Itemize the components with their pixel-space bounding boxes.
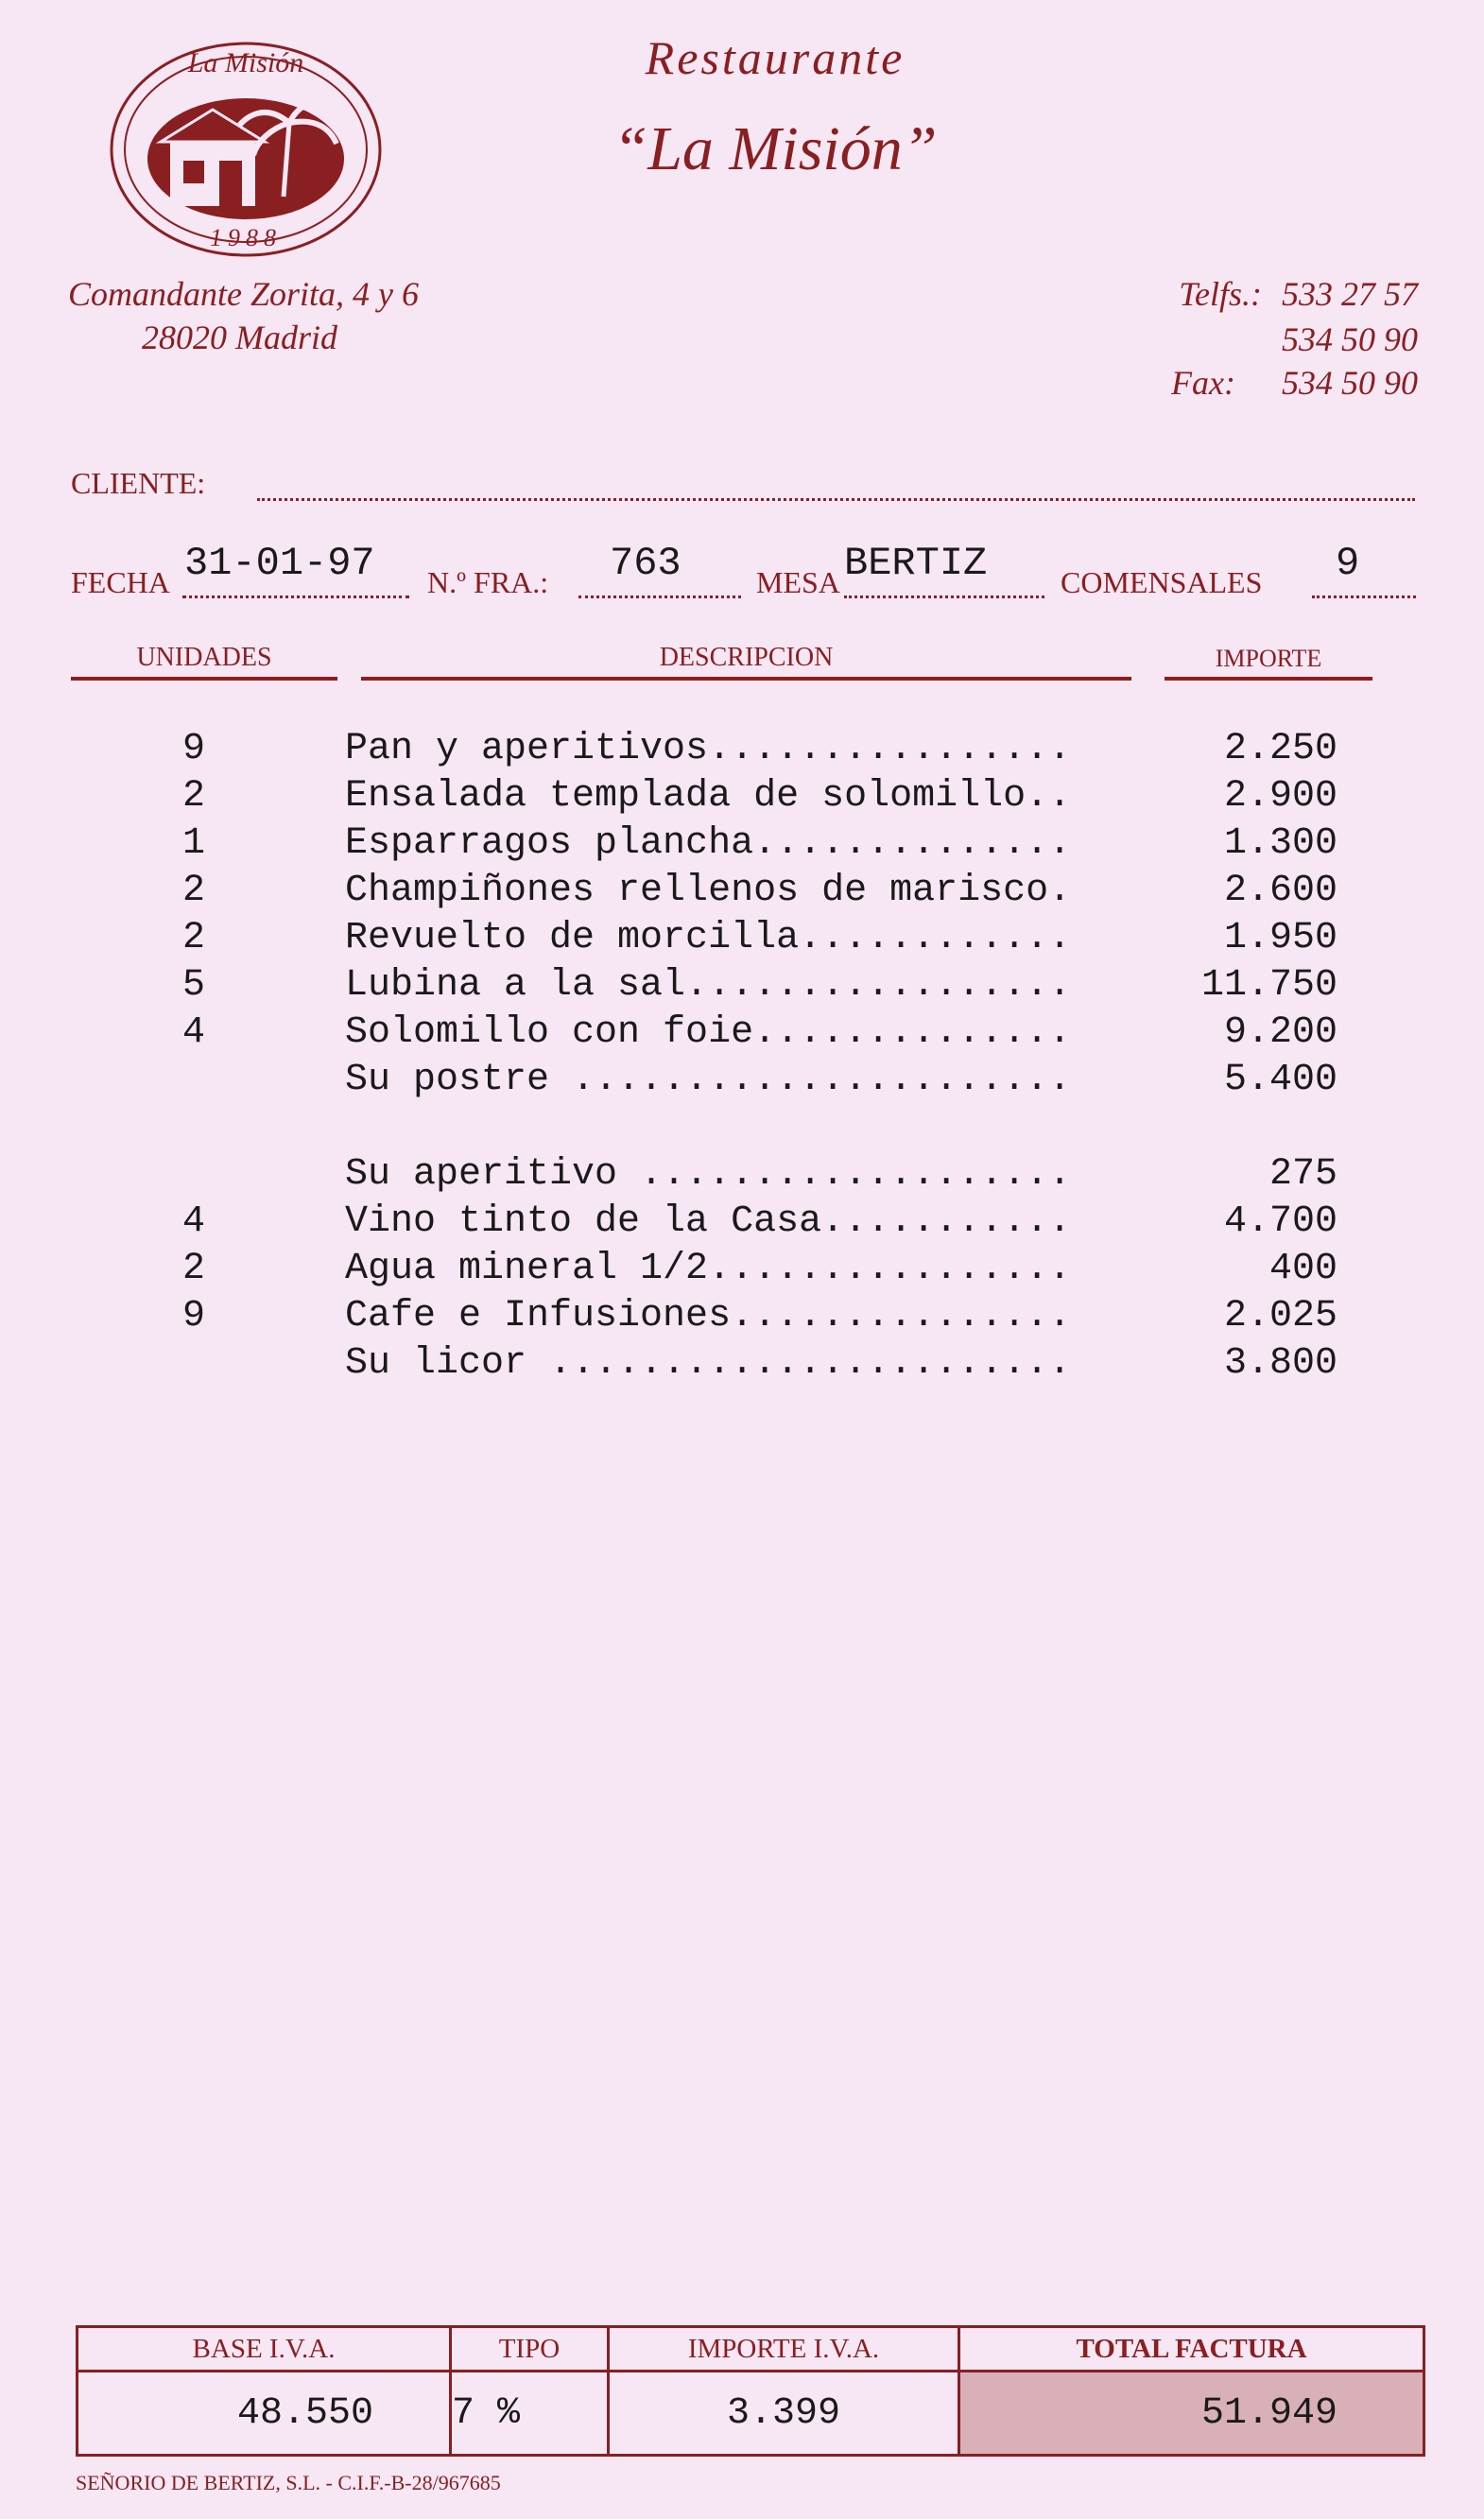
line-items	[0, 728, 1484, 1389]
item-desc: Pan y aperitivos................	[345, 728, 1072, 770]
list-item	[0, 870, 1484, 917]
fecha-value: 31-01-97	[184, 541, 375, 586]
comensales-field-line	[1312, 595, 1416, 598]
item-amount: 2.250	[1223, 728, 1337, 770]
address-street: Comandante Zorita, 4 y 6	[68, 275, 420, 313]
phone-number-1: 533 27 57	[1282, 275, 1418, 313]
comensales-value: 9	[1336, 541, 1360, 586]
item-desc: Esparragos plancha..............	[345, 822, 1072, 865]
item-amount: 2.900	[1223, 775, 1337, 818]
item-qty: 9	[181, 728, 205, 770]
cliente-label: CLIENTE:	[71, 466, 206, 500]
fax-line	[1171, 363, 1418, 403]
item-amount: 275	[1268, 1153, 1337, 1196]
item-qty: 2	[181, 1248, 205, 1290]
list-item	[0, 1059, 1484, 1106]
fecha-label: FECHA	[71, 565, 170, 599]
importe-iva-value: 3.399	[609, 2372, 959, 2456]
list-item	[0, 1011, 1484, 1059]
item-amount: 2.025	[1223, 1295, 1337, 1337]
logo-name: La Misión	[187, 47, 304, 78]
item-desc: Lubina a la sal.................	[345, 964, 1072, 1007]
comensales-label: COMENSALES	[1061, 565, 1263, 599]
item-qty: 2	[181, 917, 205, 959]
footer-company: SEÑORIO DE BERTIZ, S.L. - C.I.F.-B-28/967685	[76, 2471, 501, 2494]
list-item	[0, 1200, 1484, 1248]
restaurant-name: “La Misión”	[613, 114, 938, 183]
total-factura-value: 51.949	[959, 2372, 1424, 2456]
item-qty: 4	[181, 1200, 205, 1243]
item-amount: 3.800	[1223, 1342, 1337, 1385]
item-desc: Vino tinto de la Casa...........	[345, 1200, 1072, 1243]
list-item	[0, 964, 1484, 1011]
item-qty: 4	[181, 1011, 205, 1054]
item-amount: 5.400	[1223, 1059, 1337, 1101]
base-iva-value: 48.550	[78, 2372, 451, 2456]
item-desc: Cafe e Infusiones...............	[345, 1295, 1072, 1337]
phone-number-2: 534 50 90	[1282, 320, 1418, 358]
item-qty: 5	[181, 964, 205, 1007]
importe-iva-header: IMPORTE I.V.A.	[609, 2327, 959, 2372]
item-qty: 2	[181, 870, 205, 912]
cliente-field	[257, 498, 1415, 501]
fecha-field-line	[182, 595, 409, 598]
fax-number: 534 50 90	[1282, 364, 1418, 402]
mesa-label: MESA	[756, 565, 840, 599]
item-amount: 1.950	[1223, 917, 1337, 959]
item-qty: 2	[181, 775, 205, 818]
item-qty: 1	[181, 822, 205, 865]
fax-label: Fax:	[1171, 364, 1235, 402]
list-item	[0, 1295, 1484, 1342]
fra-field-line	[578, 595, 741, 598]
column-units-header: UNIDADES	[71, 643, 337, 681]
address-city: 28020 Madrid	[142, 319, 337, 356]
list-item	[0, 1342, 1484, 1389]
item-qty: 9	[181, 1295, 205, 1337]
totals-table	[76, 2325, 1425, 2457]
list-item	[0, 822, 1484, 870]
item-amount: 400	[1268, 1248, 1337, 1290]
item-desc: Ensalada templada de solomillo..	[345, 775, 1072, 818]
mesa-field-line	[844, 595, 1044, 598]
list-item	[0, 917, 1484, 964]
item-spacer	[0, 1106, 1484, 1153]
list-item	[0, 1248, 1484, 1295]
restaurant-logo	[104, 36, 388, 263]
logo-year: 1988	[210, 224, 282, 251]
restaurant-label: Restaurante	[645, 31, 906, 84]
item-amount: 11.750	[1200, 964, 1337, 1007]
list-item	[0, 775, 1484, 822]
column-description-header: DESCRIPCION	[361, 643, 1131, 681]
item-desc: Revuelto de morcilla............	[345, 917, 1072, 959]
item-amount: 4.700	[1223, 1200, 1337, 1243]
tipo-value: 7 %	[451, 2372, 609, 2456]
column-amount-header: IMPORTE	[1165, 645, 1372, 681]
phone-line-2	[1282, 319, 1418, 359]
fra-label: N.º FRA.:	[427, 565, 549, 599]
base-iva-header: BASE I.V.A.	[78, 2327, 451, 2372]
item-desc: Solomillo con foie..............	[345, 1011, 1072, 1054]
mesa-value: BERTIZ	[844, 541, 988, 586]
list-item	[0, 728, 1484, 775]
tipo-header: TIPO	[451, 2327, 609, 2372]
phone-label: Telfs.:	[1179, 275, 1262, 313]
house-palm-logo-icon	[104, 36, 388, 263]
item-amount: 1.300	[1223, 822, 1337, 865]
item-desc: Agua mineral 1/2................	[345, 1248, 1072, 1290]
phone-line-1	[1179, 274, 1418, 314]
item-desc: Champiñones rellenos de marisco.	[345, 870, 1072, 912]
fra-value: 763	[610, 541, 682, 586]
list-item	[0, 1153, 1484, 1200]
item-desc: Su aperitivo ...................	[345, 1153, 1072, 1196]
item-amount: 2.600	[1223, 870, 1337, 912]
item-desc: Su licor .......................	[345, 1342, 1072, 1385]
item-desc: Su postre ......................	[345, 1059, 1072, 1101]
total-factura-header: TOTAL FACTURA	[959, 2327, 1424, 2372]
item-amount: 9.200	[1223, 1011, 1337, 1054]
